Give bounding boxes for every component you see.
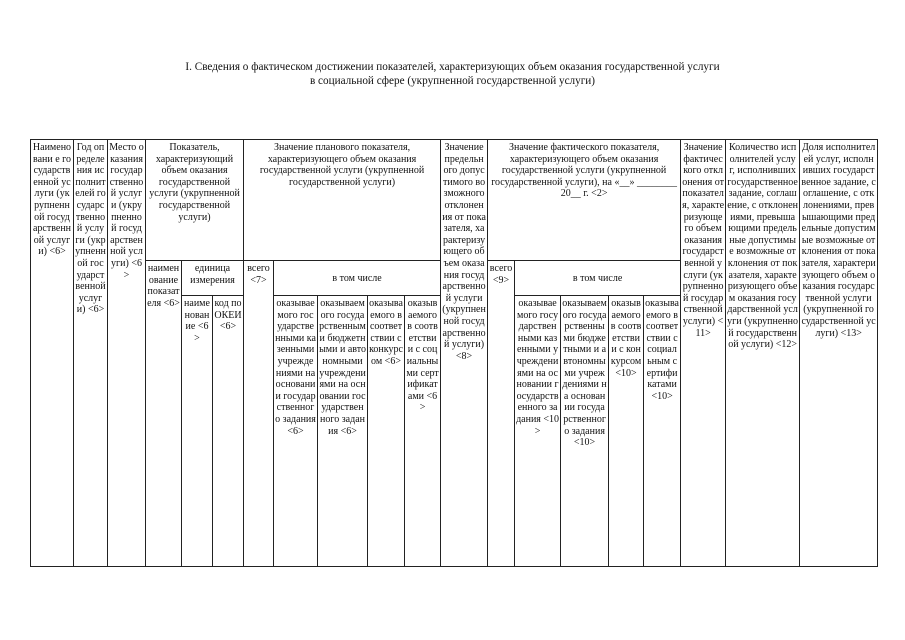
header-planned-including: в том числе: [274, 261, 441, 296]
section-heading-line-2: в социальной сфере (укрупненной государственной услуги): [309, 75, 596, 87]
section-heading-line-1: I. Сведения о фактическом достижении показателей, характеризующих объем оказания государственной услуги: [185, 61, 720, 73]
header-unit-of-measure: единица измерения: [182, 261, 244, 296]
header-planned-total: всего <7>: [244, 261, 274, 567]
header-actual-value: Значение фактического показателя, характеризующего объем оказания государственной услуги (укрупненной государственной услуги), на «__» ________ 20__ г. <2>: [488, 140, 681, 261]
header-indicator-name: наименование показателя <6>: [146, 261, 182, 567]
indicators-table: [30, 139, 878, 567]
header-planned-state-institutions: оказываемого государственными казенными учреждениями на основании государственного задания <6>: [274, 296, 318, 567]
header-planned-value: Значение планового показателя, характеризующего объем оказания государственной услуги (укрупненной государственной услуги): [244, 140, 441, 261]
header-allowed-deviation: Значение предельного допустимого возможного отклонения от показателя, характеризующего объем оказания государственной услуги (укрупненной государственной услуги) <8>: [441, 140, 488, 567]
header-place-of-service: Место оказания государственной услуги (укрупненной государственной услуги) <6>: [108, 140, 146, 567]
header-actual-by-competition: оказываемого в соответствии с конкурсом <10>: [609, 296, 644, 567]
header-planned-budget-institutions: оказываемого государственными бюджетными и автономными учреждениями на основании государственного задания <6>: [318, 296, 368, 567]
header-actual-total: всего <9>: [488, 261, 515, 567]
header-planned-by-certificates: оказываемого в соответствии с социальными сертификатами <6>: [405, 296, 441, 567]
header-providers-count: Количество исполнителей услуг, исполнивших государственное задание, соглашение, с отклонениями, превышающими предельные допустимые возможные отклонения от показателя, характеризующего объем оказания государственной услуги (укрупненной государственной услуги) <12>: [726, 140, 800, 567]
header-providers-share: Доля исполнителей услуг, исполнивших государственное задание, соглашение, с отклонениями, превышающими предельные допустимые возможные отклонения от показателя, характеризующего объем оказания государственной услуги (укрупненной государственной услуги) <13>: [800, 140, 878, 567]
header-actual-state-institutions: оказываемого государственными казенными учреждениями на основании государственного задания <10>: [515, 296, 561, 567]
header-year-of-determination: Год определения исполнителей государственной услуги (укрупненной государственной услуги) <6>: [74, 140, 108, 567]
header-unit-okei-code: код по ОКЕИ <6>: [213, 296, 244, 567]
header-service-name: Наименовани е государственной услуги (укрупненной государственной услуги) <6>: [31, 140, 74, 567]
header-actual-deviation: Значение фактического отклонения от показателя, характеризующего объем оказания государственной услуги (укрупненной государственной услуги) <11>: [681, 140, 726, 567]
header-volume-indicator: Показатель, характеризующий объем оказания государственной услуги (укрупненной государственной услуги): [146, 140, 244, 261]
header-actual-including: в том числе: [515, 261, 681, 296]
header-planned-by-competition: оказываемого в соответствии с конкурсом <6>: [368, 296, 405, 567]
header-actual-budget-institutions: оказываемого государственными бюджетными и автономными учреждениями на основании государственного задания <10>: [561, 296, 609, 567]
header-actual-by-certificates: оказываемого в соответствии с социальным сертификатами <10>: [644, 296, 681, 567]
section-heading: [0, 60, 905, 88]
header-unit-name: наименование <6>: [182, 296, 213, 567]
